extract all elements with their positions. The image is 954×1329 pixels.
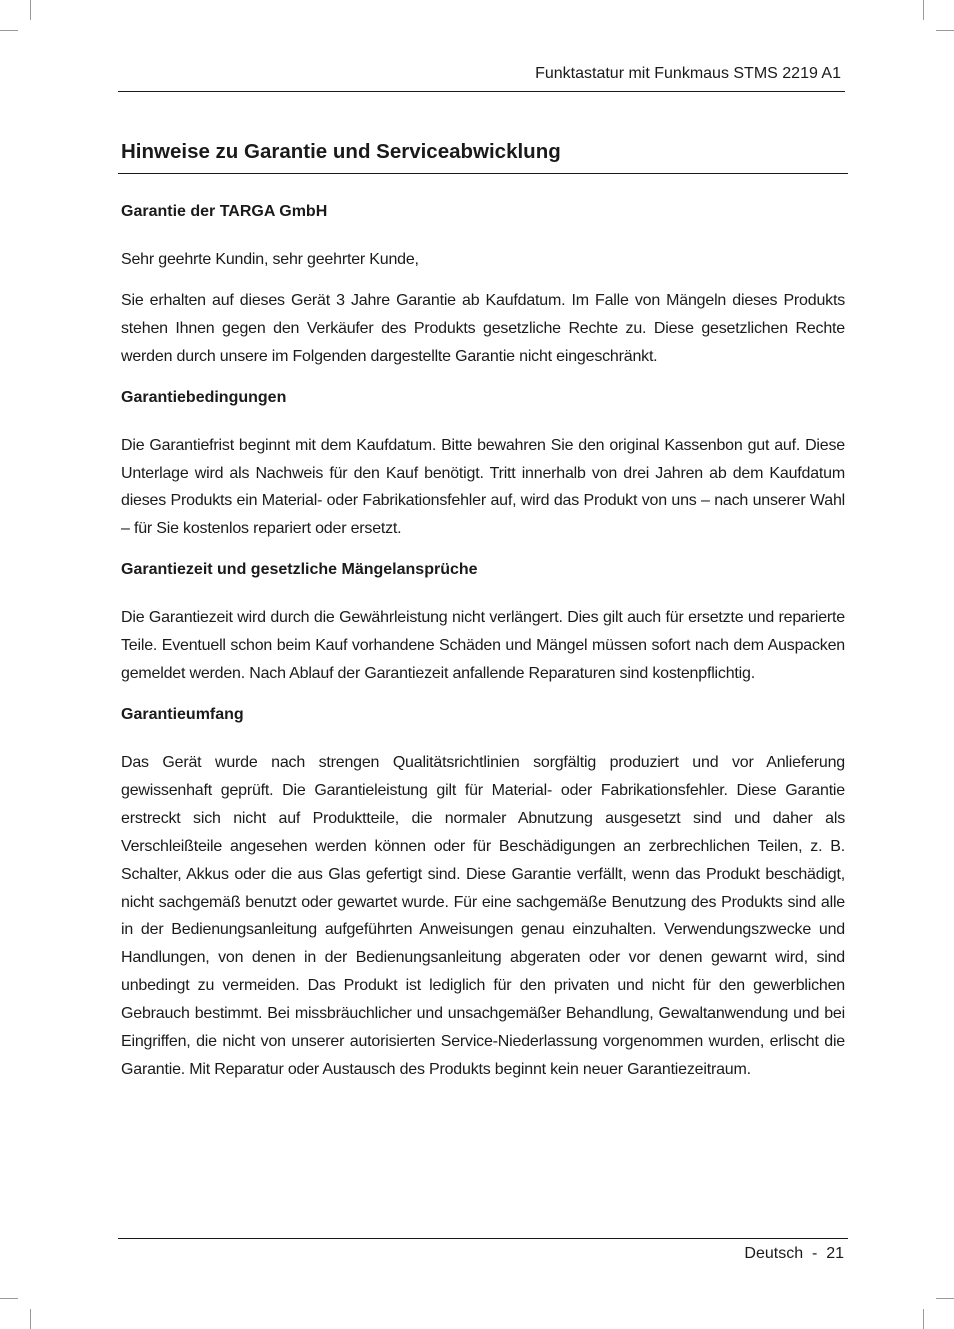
crop-mark	[0, 1298, 18, 1299]
title-rule	[118, 173, 848, 174]
crop-mark	[936, 1298, 954, 1299]
running-header: Funktastatur mit Funkmaus STMS 2219 A1	[535, 65, 841, 82]
crop-mark	[30, 1309, 31, 1329]
crop-mark	[923, 0, 924, 20]
section-heading: Garantiezeit und gesetzliche Mängelansprüche	[121, 561, 478, 579]
paragraph: Sie erhalten auf dieses Gerät 3 Jahre Garantie ab Kaufdatum. Im Falle von Mängeln dieses Produkts stehen Ihnen gegen den Verkäufer des Produkts gesetzliche Rechte zu. Diese gesetzlichen Rechte werden durch unsere im Folgenden dargestellte Garantie nicht eingeschränkt.	[121, 291, 845, 365]
paragraph: Das Gerät wurde nach strengen Qualitätsrichtlinien sorgfältig produziert und vor Anlieferung gewissenhaft geprüft. Die Garantieleistung gilt für Material- oder Fabrikationsfehler. Diese Garantie erstreckt sich nicht auf Produktteile, die normaler Abnutzung ausgesetzt sind und daher als Verschleißteile angesehen werden können oder für Beschädigungen an zerbrechlichen Teilen, z. B. Schalter, Akkus oder die aus Glas gefertigt sind. Diese Garantie verfällt, wenn das Produkt beschädigt, nicht sachgemäß benutzt oder gewartet wurde. Für eine sachgemäße Benutzung des Produkts sind alle in der Bedienungsanleitung aufgeführten Anweisungen genau einzuhalten. Verwendungszwecke und Handlungen, von denen in der Bedienungsanleitung abgeraten oder vor denen gewarnt wird, sind unbedingt zu vermeiden. Das Produkt ist lediglich für den privaten und nicht für den gewerblichen Gebrauch bestimmt. Bei missbräuchlicher und unsachgemäßer Behandlung, Gewaltanwendung und bei Eingriffen, die nicht von unserer autorisierten Service-Niederlassung vorgenommen wurden, erlischt die Garantie. Mit Reparatur oder Austausch des Produkts beginnt kein neuer Garantiezeitraum.	[121, 753, 845, 1078]
page-number: Deutsch - 21	[744, 1245, 844, 1262]
section-heading: Garantieumfang	[121, 705, 244, 723]
crop-mark	[0, 30, 18, 31]
page-title: Hinweise zu Garantie und Serviceabwicklung	[121, 140, 561, 163]
paragraph: Die Garantiefrist beginnt mit dem Kaufdatum. Bitte bewahren Sie den original Kassenbon gut auf. Diese Unterlage wird als Nachweis für den Kauf benötigt. Tritt innerhalb von drei Jahren ab dem Kaufdatum dieses Produkts ein Material- oder Fabrikationsfehler auf, wird das Produkt von uns – nach unserer Wahl – für Sie kostenlos repariert oder ersetzt.	[121, 436, 845, 538]
paragraph: Die Garantiezeit wird durch die Gewährleistung nicht verlängert. Dies gilt auch für ersetzte und reparierte Teile. Eventuell schon beim Kauf vorhandene Schäden und Mängel müssen sofort nach dem Auspacken gemeldet werden. Nach Ablauf der Garantiezeit anfallende Reparaturen sind kostenpflichtig.	[121, 609, 845, 683]
section-garantie-targa	[121, 198, 845, 371]
section-garantieumfang	[121, 701, 845, 1084]
crop-mark	[30, 0, 31, 20]
header-rule	[118, 91, 845, 92]
footer-rule	[118, 1238, 848, 1239]
section-heading: Garantie der TARGA GmbH	[121, 203, 328, 220]
section-heading: Garantiebedingungen	[121, 388, 287, 406]
salutation: Sehr geehrte Kundin, sehr geehrter Kunde,	[121, 251, 419, 268]
section-garantiezeit	[121, 556, 845, 688]
document-body	[121, 198, 845, 1097]
crop-mark	[936, 30, 954, 31]
section-garantiebedingungen	[121, 384, 845, 544]
crop-mark	[923, 1309, 924, 1329]
